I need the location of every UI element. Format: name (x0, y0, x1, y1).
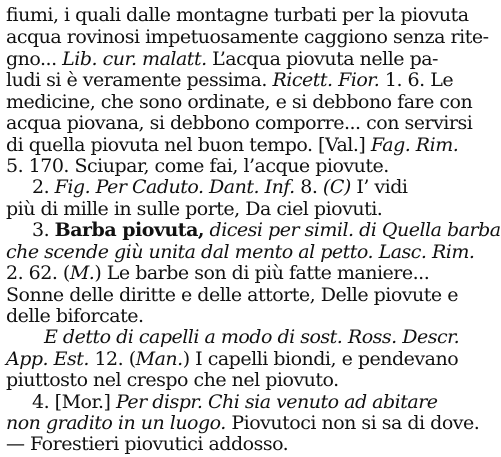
text-run: acqua rovinosi impetuosamente caggiono senza rite- (6, 26, 489, 48)
text-run: fiumi, i quali dalle montagne turbati per la piovuta (6, 4, 469, 26)
text-run: 2. (32, 176, 55, 198)
text-run: — Forestieri piovutici addosso. (6, 433, 289, 455)
text-run: medicine, che sono ordinate, e si debbono fare con (6, 91, 473, 113)
text-run: I’ vidi (350, 176, 408, 198)
text-run: dicesi per simil. di Quella barba (204, 219, 501, 241)
text-run: (C) (322, 176, 351, 198)
text-run: Ricett. Fior. (272, 69, 380, 91)
text-run: 8. (294, 176, 323, 198)
text-run: Sonne delle diritte e delle attorte, Delle piovute e (6, 284, 458, 306)
text-run: Fig. Per Caduto. Dant. Inf. (54, 176, 295, 198)
text-run: 5. 170. Sciupar, come fai, l’acque piovute. (6, 155, 389, 177)
text-run: delle biforcate. (6, 305, 144, 327)
text-run: L’acqua piovuta nelle pa- (206, 48, 438, 70)
text-run: di quella piovuta nel buon tempo. [Val.] (6, 134, 371, 156)
text-run: piuttosto nel crespo che nel piovuto. (6, 369, 339, 391)
text-run: ) I capelli biondi, e pendevano (182, 348, 459, 370)
text-run: 3. (32, 219, 55, 241)
text-run: E detto di capelli a modo di sost. Ross. Descr. (44, 326, 460, 348)
text-run: ) Le barbe son di più fatte maniere... (94, 262, 430, 284)
text-run: 1. 6. Le (379, 69, 454, 91)
text-run: acqua piovana, si debbono comporre... con servirsi (6, 112, 473, 134)
text-line-21 (6, 431, 468, 457)
text-run: Piovutoci non si sa di dove. (225, 412, 480, 434)
text-run: Barba piovuta, (54, 219, 204, 241)
text-run: più di mille in sulle porte, Da ciel piovuti. (6, 198, 383, 220)
text-run: Man. (135, 348, 183, 370)
text-run: ludi si è veramente pessima. (6, 69, 273, 91)
text-run: App. Est. (6, 348, 89, 370)
text-run: 2. 62. ( (6, 262, 70, 284)
text-run: 4. [Mor.] (32, 391, 116, 413)
text-run: gno... (6, 48, 63, 70)
text-run: che scende giù unita dal mento al petto. Lasc. Rim. (6, 241, 475, 263)
text-run: non gradito in un luogo. (6, 412, 226, 434)
text-run: Lib. cur. malatt. (62, 48, 207, 70)
text-run: 12. ( (88, 348, 136, 370)
text-run: M. (69, 262, 95, 284)
text-run: Fag. Rim. (370, 134, 459, 156)
text-run: Per dispr. Chi sia venuto ad abitare (115, 391, 438, 413)
